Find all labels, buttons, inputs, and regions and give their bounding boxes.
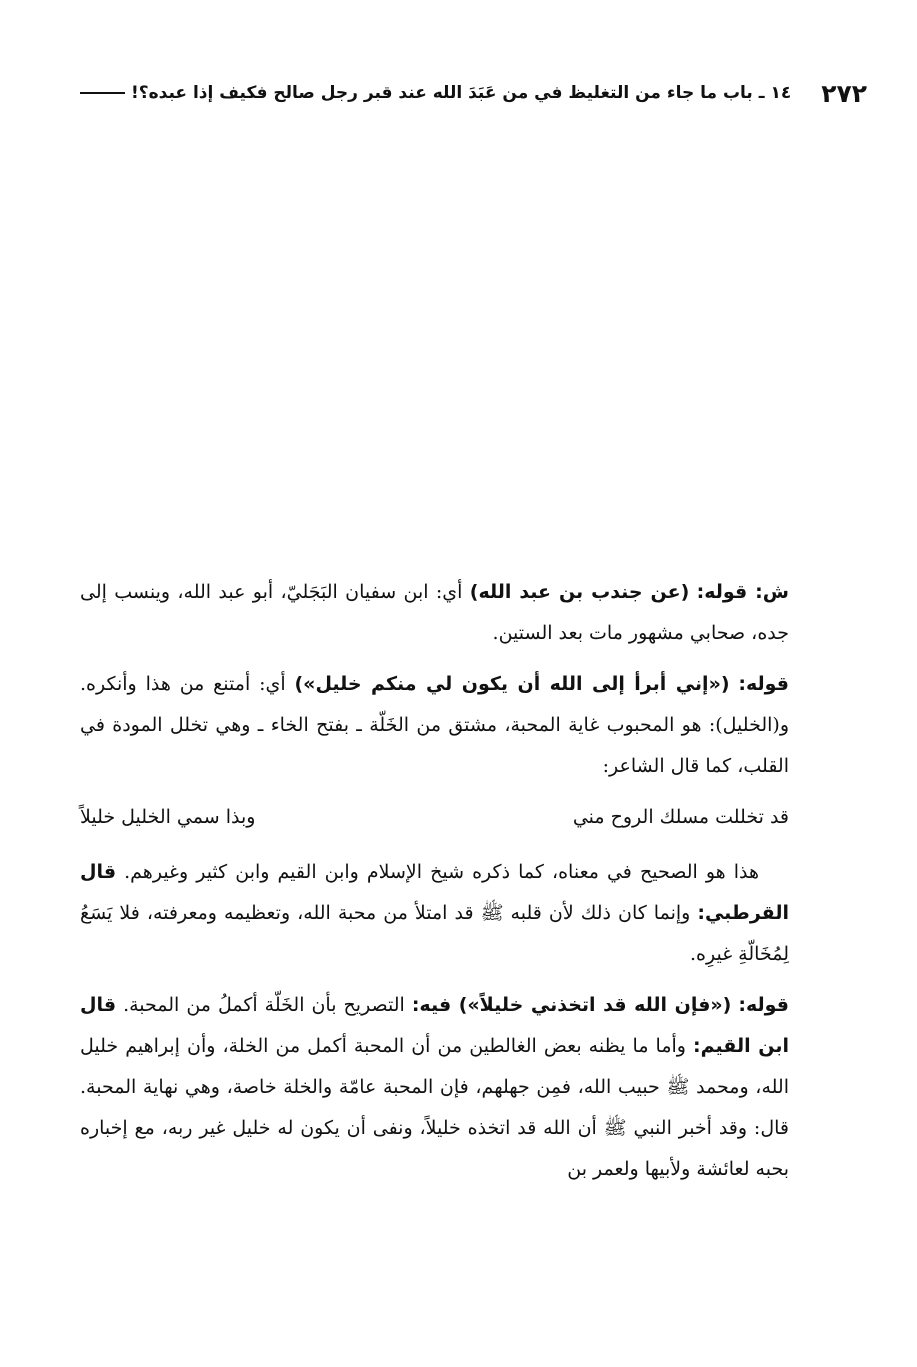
- lead-label: قوله:: [738, 673, 789, 695]
- page-header: [80, 76, 867, 110]
- lead-label: ش: قوله:: [696, 581, 789, 603]
- poem-verse: [80, 797, 789, 838]
- paragraph-text: هذا هو الصحيح في معناه، كما ذكره شيخ الإسلام وابن القيم وابن كثير وغيرهم.: [124, 861, 759, 883]
- paragraph-1: [80, 572, 789, 654]
- paragraph-4: [80, 985, 789, 1190]
- paragraph-text: وإنما كان ذلك لأن قلبه ﷺ قد امتلأ من محبة الله، وتعظيمه ومعرفته، فلا يَسَعُ لِمُخَالّةِ غيرِه.: [80, 902, 789, 965]
- paragraph-text: أي: ابن سفيان البَجَليّ، أبو عبد الله، وينسب إلى جده، صحابي مشهور مات بعد الستين.: [80, 581, 789, 644]
- paragraph-2: [80, 664, 789, 787]
- chapter-title: ١٤ ـ باب ما جاء من التغليظ في من عَبَدَ الله عند قبر رجل صالح فكيف إذا عبده؟!: [131, 83, 792, 103]
- page-body: [80, 572, 789, 1200]
- lead-label: قوله:: [738, 994, 789, 1016]
- lead-label: قال ابن القيم:: [80, 994, 790, 1057]
- lead-label: قال القرطبي:: [80, 861, 789, 924]
- page-number: ٢٧٢: [821, 78, 867, 108]
- paragraph-text: وأما ما يظنه بعض الغالطين من أن المحبة أكمل من الخلة، وأن إبراهيم خليل الله، ومحمد ﷺ حبيب الله، فمِن جهلهم، فإن المحبة عامّة والخلة خاصة، وهي نهاية المحبة. قال: وقد أخبر النبي ﷺ أن الله قد اتخذه خليلاً، ونفى أن يكون له خليل غير ربه، مع إخباره بحبه لعائشة ولأبيها ولعمر بن: [80, 1035, 789, 1180]
- header-rule: [80, 92, 125, 94]
- paragraph-3: [80, 852, 789, 975]
- verse-first-half: قد تخللت مسلك الروح مني: [572, 806, 789, 828]
- quoted-text: (عن جندب بن عبد الله): [469, 581, 690, 603]
- paragraph-text: أي: أمتنع من هذا وأنكره. و(الخليل): هو المحبوب غاية المحبة، مشتق من الخَلّة ـ بفتح الخاء ـ وهي تخلل المودة في القلب، كما قال الشاعر:: [80, 673, 789, 777]
- quoted-text: («إني أبرأ إلى الله أن يكون لي منكم خليل»): [294, 673, 730, 695]
- paragraph-text: التصريح بأن الخَلّة أكملُ من المحبة.: [123, 994, 405, 1016]
- verse-second-half: وبذا سمي الخليل خليلاً: [80, 806, 256, 828]
- quoted-text: («فإن الله قد اتخذني خليلاً») فيه:: [411, 994, 732, 1016]
